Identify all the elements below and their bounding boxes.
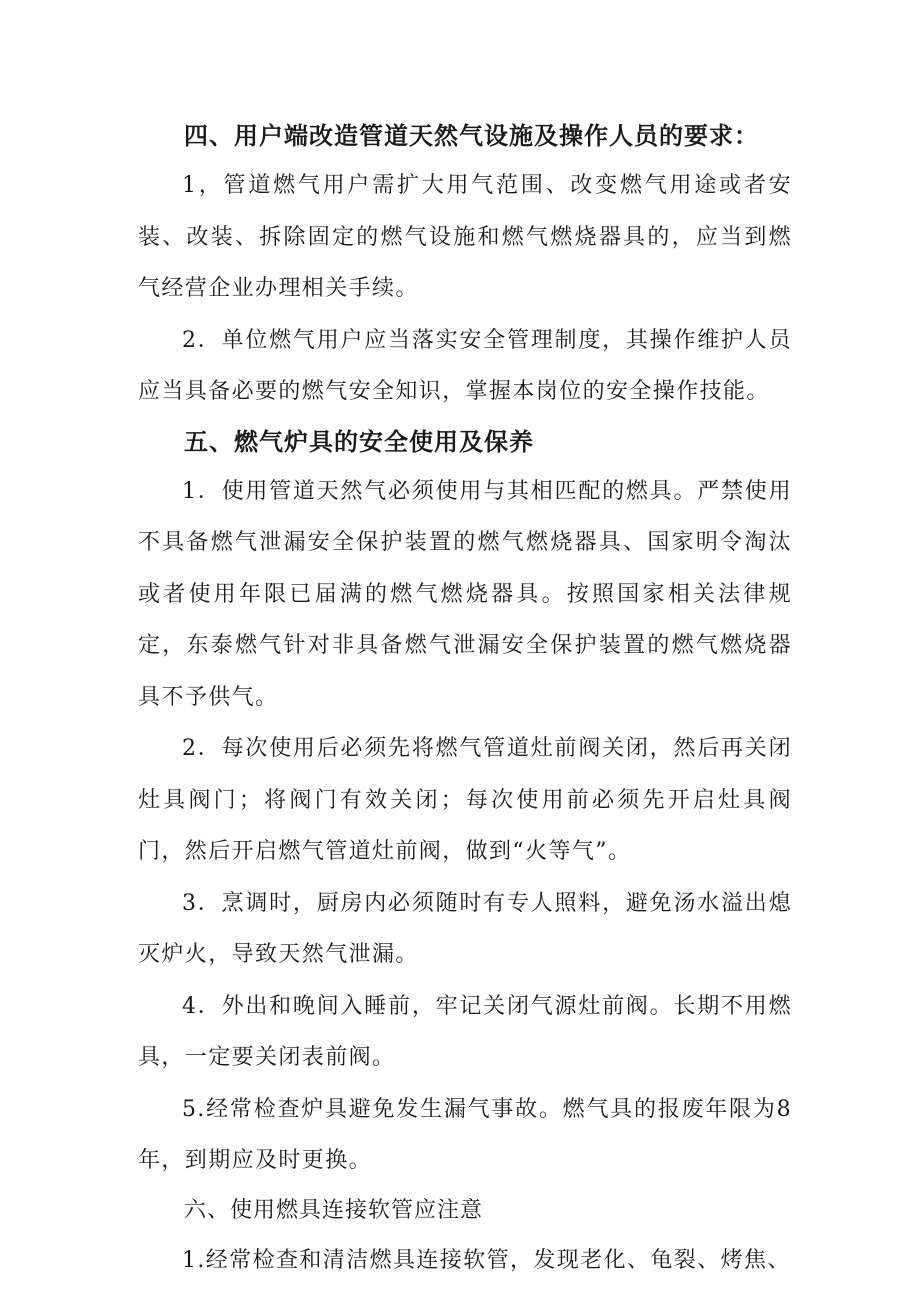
- section-heading: 四、用户端改造管道天然气设施及操作人员的要求：: [184, 122, 759, 150]
- section-5: [138, 418, 792, 1187]
- document-body: [138, 112, 792, 1286]
- paragraph: 3．烹调时，厨房内必须随时有专人照料，避免汤水溢出熄灭炉火，导致天然气泄漏。: [138, 890, 792, 967]
- paragraph: 2．每次使用后必须先将燃气管道灶前阀关闭，然后再关闭灶具阀门；将阀门有效关闭；每次使用前必须先开启灶具阀门，然后开启燃气管道灶前阀，做到“火等气”。: [138, 736, 792, 864]
- paragraph: 1.经常检查和清洁燃具连接软管，发现老化、龟裂、烤焦、: [182, 1247, 791, 1273]
- paragraph: 5.经常检查炉具避免发生漏气事故。燃气具的报废年限为8年，到期应及时更换。: [138, 1096, 792, 1173]
- paragraph: 1．使用管道天然气必须使用与其相匹配的燃具。严禁使用不具备燃气泄漏安全保护装置的燃气燃烧器具、国家明令淘汰或者使用年限已届满的燃气燃烧器具。按照国家相关法律规定，东泰燃气针对非具备燃气泄漏安全保护装置的燃气燃烧器具不予供气。: [138, 478, 792, 710]
- section-heading: 五、燃气炉具的安全使用及保养: [184, 427, 534, 456]
- paragraph: 1，管道燃气用户需扩大用气范围、改变燃气用途或者安装、改装、拆除固定的燃气设施和燃气燃烧器具的，应当到燃气经营企业办理相关手续。: [138, 173, 792, 301]
- paragraph: 4．外出和晚间入睡前，牢记关闭气源灶前阀。长期不用燃具，一定要关闭表前阀。: [138, 993, 792, 1070]
- section-6: [138, 1187, 792, 1287]
- paragraph: 2．单位燃气用户应当落实安全管理制度，其操作维护人员应当具备必要的燃气安全知识，掌握本岗位的安全操作技能。: [138, 327, 792, 404]
- section-4: [138, 112, 792, 418]
- section-heading: 六、使用燃具连接软管应注意: [184, 1197, 484, 1223]
